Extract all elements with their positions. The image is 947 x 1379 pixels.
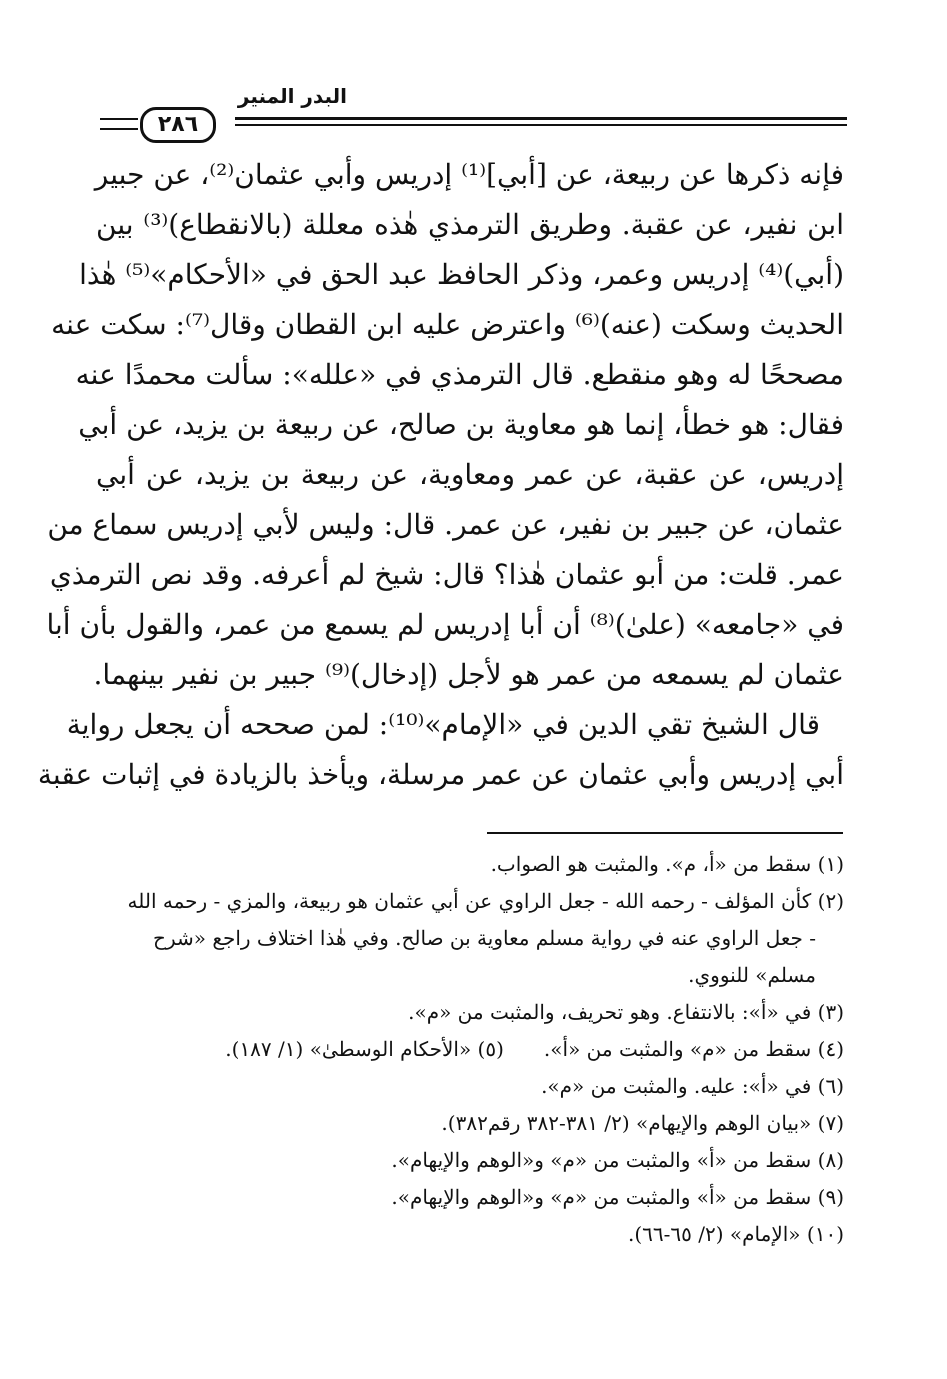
body-line: في «جامعه» (علىٰ)⁽⁸⁾ أن أبا إدريس لم يسمع من عمر، والقول بأن أبا (46, 608, 844, 641)
body-line: الحديث وسكت (عنه)⁽⁶⁾ واعترض عليه ابن القطان وقال⁽⁷⁾: سكت عنه (51, 308, 844, 341)
footnote: (٣) في «أ»: بالانتفاع. وهو تحريف، والمثبت من «م». (408, 1000, 844, 1024)
body-line: ابن نفير، عن عقبة. وطريق الترمذي هٰذه معللة (بالانقطاع)⁽³⁾ بين (96, 208, 844, 241)
body-line: مصححًا له وهو منقطع. قال الترمذي في «علله»: سألت محمدًا عنه (75, 358, 844, 391)
footnote: (٩) سقط من «أ» والمثبت من «م» و«الوهم والإيهام». (391, 1185, 844, 1209)
body-text (37, 150, 844, 800)
body-line: عثمان، عن جبير بن نفير، عن عمر. قال: وليس لأبي إدريس سماع من (47, 508, 844, 541)
body-line: فإنه ذكرها عن ربيعة، عن [أبي]⁽¹⁾ إدريس وأبي عثمان⁽²⁾، عن جبير (94, 158, 844, 191)
header-rule-thick (235, 117, 847, 120)
footnote: (٥) «الأحكام الوسطىٰ» (١/ ١٨٧). (225, 1037, 504, 1061)
footnotes (96, 846, 844, 1253)
footnote-pair (96, 1031, 844, 1068)
body-line: (أبي)⁽⁴⁾ إدريس وعمر، وذكر الحافظ عبد الحق في «الأحكام»⁽⁵⁾ هٰذا (79, 258, 844, 291)
page-number-ornament (100, 118, 138, 130)
body-line: إدريس، عن عقبة، عن عمر ومعاوية، عن ربيعة بن يزيد، عن أبي (96, 458, 844, 491)
footnote: (٧) «بيان الوهم والإيهام» (٢/ ٣٨١-٣٨٢ رقم٣٨٢). (441, 1111, 844, 1135)
footnote: (٤) سقط من «م» والمثبت من «أ». (543, 1037, 844, 1061)
running-title: البدر المنير (237, 84, 347, 108)
body-line: عثمان لم يسمعه من عمر هو لأجل (إدخال)⁽⁹⁾ جبير بن نفير بينهما. (93, 658, 844, 691)
footnote: (١) سقط من «أ، م». والمثبت هو الصواب. (490, 852, 844, 876)
footnote: (٨) سقط من «أ» والمثبت من «م» و«الوهم والإيهام». (391, 1148, 844, 1172)
footnote-separator (487, 832, 843, 834)
body-line: فقال: هو خطأ، إنما هو معاوية بن صالح، عن ربيعة بن يزيد، عن أبي (78, 408, 844, 441)
footnote-continuation: مسلم» للنووي. (688, 963, 816, 987)
footnote: (٦) في «أ»: عليه. والمثبت من «م». (541, 1074, 844, 1098)
header-rule-thin (235, 124, 847, 126)
footnote-continuation: - جعل الراوي عنه في رواية مسلم معاوية بن صالح. وفي هٰذا اختلاف راجع «شرح (153, 926, 816, 950)
footnote: (٢) كأن المؤلف - رحمه الله - جعل الراوي عن أبي عثمان هو ربيعة، والمزي - رحمه الله (127, 889, 844, 913)
page-number: ٢٨٦ (140, 107, 216, 143)
body-line: عمر. قلت: من أبو عثمان هٰذا؟ قال: شيخ لم أعرفه. وقد نص الترمذي (49, 558, 844, 591)
body-line: أبي إدريس وأبي عثمان عن عمر مرسلة، ويأخذ بالزيادة في إثبات عقبة (37, 758, 844, 791)
footnote: (١٠) «الإمام» (٢/ ٦٥-٦٦). (627, 1222, 844, 1246)
body-line: قال الشيخ تقي الدين في «الإمام»⁽¹⁰⁾: لمن صححه أن يجعل رواية (66, 708, 820, 741)
